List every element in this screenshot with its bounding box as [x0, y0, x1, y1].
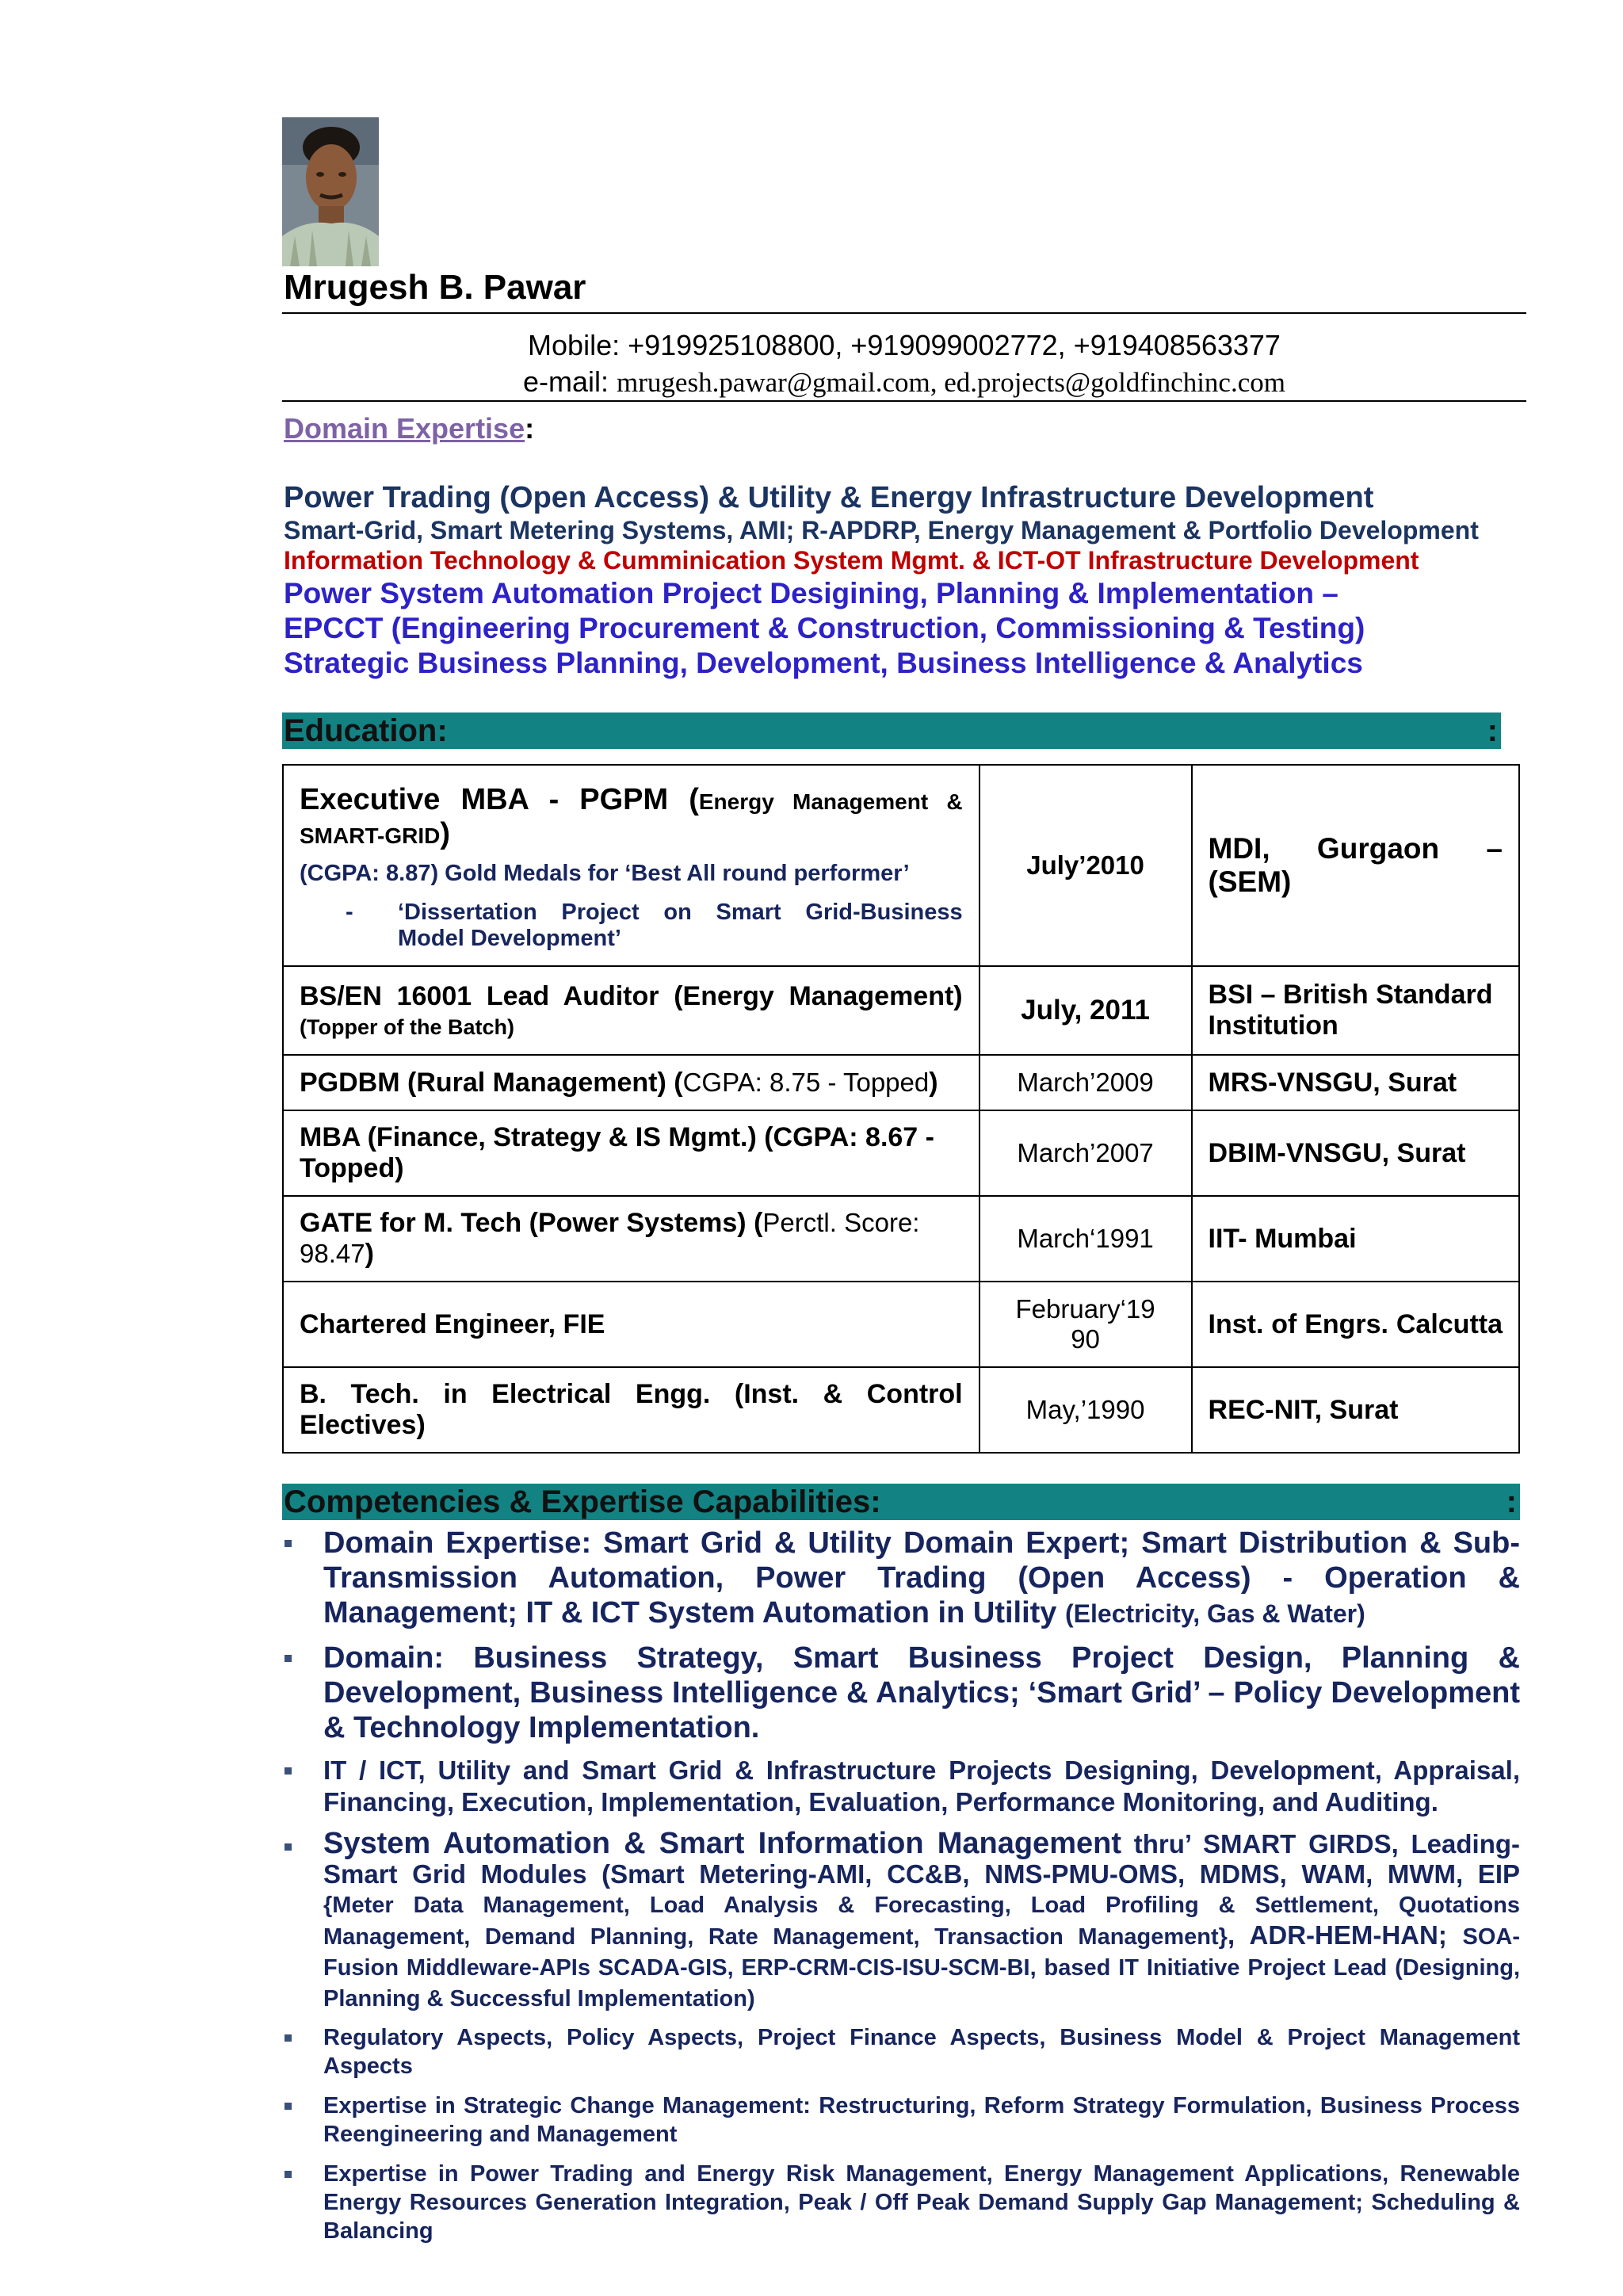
degree-title-text: Executive MBA - PGPM (	[300, 782, 699, 816]
degree-institute: MRS-VNSGU, Surat	[1192, 1055, 1519, 1110]
list-item	[282, 1641, 1520, 1745]
degree-cell	[283, 765, 980, 966]
contact-mobile: Mobile: +919925108800, +919099002772, +919408563377	[528, 329, 1281, 361]
competencies-heading-band	[282, 1484, 1520, 1520]
domain-expertise-colon: :	[525, 412, 535, 445]
square-bullet-icon	[285, 2171, 292, 2178]
degree-institute: DBIM-VNSGU, Surat	[1192, 1110, 1519, 1196]
degree-institute-text: MDI, Gurgaon – (SEM)	[1208, 832, 1503, 898]
degree-date: July, 2011	[980, 966, 1192, 1055]
domain-expertise-heading-text: Domain Expertise	[284, 412, 525, 445]
degree-title-end: )	[365, 1239, 374, 1269]
list-item-text: Domain: Business Strategy, Smart Business Project Design, Planning & Development, Business Intelligence & Analytics; ‘Smart Grid’ – Policy Development & Technology Implementation.	[323, 1641, 1520, 1744]
degree-date: March’2007	[980, 1110, 1192, 1196]
list-item	[282, 1829, 1520, 2014]
degree-institute-text: Inst. of Engrs. Calcutta	[1208, 1308, 1503, 1339]
table-row	[283, 1196, 1519, 1282]
competencies-heading: Competencies & Expertise Capabilities:	[284, 1484, 881, 1519]
list-item-small: {Meter Data Management, Load Analysis & Forecasting, Load Profiling & Settlement, Quotations Management, Demand Planning, Rate Management, Transaction Management}	[323, 1893, 1520, 1950]
degree-bullet	[300, 900, 963, 952]
table-row	[283, 1110, 1519, 1196]
profile-photo	[282, 117, 379, 266]
degree-institute	[1192, 1282, 1519, 1367]
domain-line-3: Information Technology & Cumminication System Mgmt. & ICT-OT Infrastructure Development	[284, 546, 1419, 575]
domain-line-2: Smart-Grid, Smart Metering Systems, AMI; R-APDRP, Energy Management & Portfolio Development	[284, 516, 1479, 544]
list-item-lead: System Automation & Smart Information Management	[323, 1827, 1121, 1860]
square-bullet-icon	[285, 1655, 292, 1662]
degree-cell	[283, 966, 980, 1055]
degree-title-end: )	[440, 816, 450, 850]
email-label: e-mail:	[523, 365, 617, 398]
contact-email	[282, 365, 1526, 399]
domain-line-1: Power Trading (Open Access) & Utility & Energy Infrastructure Development	[284, 481, 1374, 514]
list-item-text: Regulatory Aspects, Policy Aspects, Project Finance Aspects, Business Model & Project Management Aspects	[323, 2025, 1520, 2079]
list-item-text: thru’ SMART GIRDS, Leading-Smart Grid Modules (Smart Metering-AMI, CC&B, NMS-PMU-OMS, MDMS, WAM, MWM, EIP	[323, 1829, 1520, 1889]
competencies-list	[282, 1526, 1520, 2245]
degree-institute	[1192, 765, 1519, 966]
square-bullet-icon	[285, 1540, 292, 1547]
degree-title: BS/EN 16001 Lead Auditor (Energy Management)	[300, 981, 963, 1011]
list-item	[282, 2023, 1520, 2080]
list-item-text: IT / ICT, Utility and Smart Grid & Infrastructure Projects Designing, Development, Appraisal, Financing, Execution, Implementation, Evaluation, Performance Monitoring, and Auditing.	[323, 1755, 1520, 1817]
degree-institute: IIT- Mumbai	[1192, 1196, 1519, 1282]
degree-title-end: )	[929, 1067, 938, 1098]
dash-bullet: -	[346, 899, 353, 925]
degree-institute: BSI – British Standard Institution	[1192, 966, 1519, 1055]
degree-bullet-text: ‘Dissertation Project on Smart Grid-Business Model Development’	[398, 899, 963, 951]
list-item	[282, 2160, 1520, 2245]
domain-line-5: EPCCT (Engineering Procurement & Construction, Commissioning & Testing)	[284, 612, 1365, 644]
degree-date: May,’1990	[980, 1367, 1192, 1453]
table-row	[283, 765, 1519, 966]
domain-expertise-heading	[284, 412, 534, 445]
list-item-mid: , ADR-HEM-HAN;	[1227, 1920, 1463, 1950]
list-item	[282, 1755, 1520, 1818]
list-item	[282, 2092, 1520, 2149]
table-row	[283, 1282, 1519, 1367]
competencies-heading-colon: :	[1506, 1484, 1517, 1519]
table-row	[283, 1367, 1519, 1453]
table-row	[283, 966, 1519, 1055]
list-item	[282, 1526, 1520, 1631]
square-bullet-icon	[285, 1767, 292, 1775]
degree-cell: MBA (Finance, Strategy & IS Mgmt.) (CGPA: 8.67 -Topped)	[283, 1110, 980, 1196]
domain-line-4: Power System Automation Project Desigining, Planning & Implementation –	[284, 577, 1338, 609]
domain-line-6: Strategic Business Planning, Development, Business Intelligence & Analytics	[284, 647, 1363, 679]
header-rule-bottom	[282, 400, 1526, 402]
degree-title: GATE for M. Tech (Power Systems) (	[300, 1208, 763, 1238]
degree-date: July’2010	[980, 765, 1192, 966]
list-item-text: Domain Expertise: Smart Grid & Utility Domain Expert; Smart Distribution & Sub-Transmission Automation, Power Trading (Open Access) - Operation & Management; IT & ICT System Automation in Utility	[323, 1526, 1520, 1629]
degree-score: CGPA: 8.75 - Topped	[682, 1067, 930, 1097]
square-bullet-icon	[285, 2034, 292, 2042]
degree-cell: Chartered Engineer, FIE	[283, 1282, 980, 1367]
portrait-image	[282, 117, 379, 266]
degree-institute: REC-NIT, Surat	[1192, 1367, 1519, 1453]
square-bullet-icon	[285, 2103, 292, 2110]
degree-title: PGDBM (Rural Management) (	[300, 1067, 683, 1098]
degree-date: March‘1991	[980, 1196, 1192, 1282]
degree-date: March’2009	[980, 1055, 1192, 1110]
education-heading-band	[282, 712, 1501, 749]
table-row	[283, 1055, 1519, 1110]
email-values[interactable]: mrugesh.pawar@gmail.com, ed.projects@goldfinchinc.com	[617, 367, 1285, 398]
education-heading: Education:	[284, 713, 448, 748]
degree-cgpa: (CGPA: 8.87) Gold Medals for ‘Best All round performer’	[300, 860, 910, 886]
degree-title	[300, 783, 963, 851]
list-item-tail: SOA-Fusion Middleware-APIs SCADA-GIS, ERP-CRM-CIS-ISU-SCM-BI, based IT Initiative Project Lead (Designing, Planning & Successful Implementation)	[323, 1924, 1520, 2011]
education-heading-colon: :	[1487, 713, 1498, 748]
degree-cell	[283, 1055, 980, 1110]
degree-title: B. Tech. in Electrical Engg. (Inst. & Control Electives)	[300, 1379, 963, 1440]
square-bullet-icon	[285, 1843, 292, 1851]
degree-sub: (Topper of the Batch)	[300, 1015, 514, 1039]
header-rule-top	[282, 312, 1526, 314]
list-item-small: (Electricity, Gas & Water)	[1065, 1599, 1365, 1628]
degree-date: February‘19 90	[980, 1282, 1192, 1367]
education-table	[282, 764, 1520, 1454]
degree-score: Perctl. Score: 98.47	[300, 1208, 920, 1268]
degree-cell	[283, 1367, 980, 1453]
degree-cell	[283, 1196, 980, 1282]
degree-title-small: Energy Management & SMART-GRID	[300, 789, 963, 848]
list-item-text: Expertise in Strategic Change Management: Restructuring, Reform Strategy Formulation, Business Process Reengineering and Management	[323, 2093, 1520, 2147]
candidate-name: Mrugesh B. Pawar	[284, 268, 586, 307]
list-item-text: Expertise in Power Trading and Energy Risk Management, Energy Management Applications, Renewable Energy Resources Generation Integration, Peak / Off Peak Demand Supply Gap Management; Scheduling & Balancing	[323, 2161, 1520, 2244]
